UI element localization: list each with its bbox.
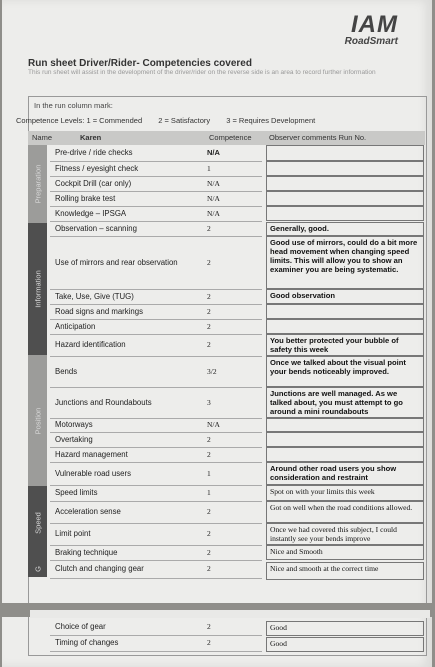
skill-name: Road signs and markings bbox=[55, 306, 143, 316]
table-row bbox=[50, 485, 262, 502]
competence-value: 2 bbox=[207, 638, 211, 647]
skill-name: Take, Use, Give (TUG) bbox=[55, 291, 134, 301]
competence-header: Competence bbox=[209, 133, 252, 142]
skill-name: Knowledge – IPSGA bbox=[55, 208, 127, 218]
observer-comment-box[interactable] bbox=[266, 222, 424, 236]
observer-comment: Nice and smooth at the correct time bbox=[270, 564, 379, 573]
category-position bbox=[28, 355, 47, 486]
observer-comment: Around other road users you show consideration and restraint bbox=[270, 464, 397, 482]
table-row bbox=[50, 560, 262, 579]
competence-value: 1 bbox=[207, 468, 211, 478]
level-3: 3 = Requires Development bbox=[226, 116, 316, 125]
table-row bbox=[50, 161, 262, 177]
competence-value: 2 bbox=[207, 547, 211, 557]
observer-comment bbox=[267, 192, 423, 194]
observer-comment-box[interactable] bbox=[266, 447, 424, 462]
table-row bbox=[50, 304, 262, 320]
observer-comment-box[interactable] bbox=[266, 621, 424, 636]
skill-name: Overtaking bbox=[55, 434, 93, 444]
table-row bbox=[50, 418, 262, 433]
skill-name: Junctions and Roundabouts bbox=[55, 397, 152, 407]
observer-comment: Spot on with your limits this week bbox=[270, 487, 375, 496]
observer-comment: Good observation bbox=[270, 291, 335, 300]
observer-comment-box[interactable] bbox=[266, 523, 424, 545]
observer-comment-box[interactable] bbox=[266, 485, 424, 501]
instruction-text: In the run column mark: bbox=[34, 101, 113, 110]
competence-value: N/A bbox=[207, 420, 220, 429]
competence-value: 2 bbox=[207, 306, 211, 316]
observer-comment-box[interactable] bbox=[266, 432, 424, 447]
competence-value: 2 bbox=[207, 340, 211, 349]
observer-comment: Once we had covered this subject, I could instantly see your bends improve bbox=[270, 525, 397, 543]
category-preparation bbox=[28, 145, 47, 223]
table-row bbox=[50, 432, 262, 448]
table-row bbox=[50, 289, 262, 305]
category-g bbox=[28, 560, 47, 577]
table-row bbox=[50, 206, 262, 222]
skill-name: Hazard identification bbox=[55, 340, 126, 349]
observer-comment-box[interactable] bbox=[266, 145, 424, 161]
observer-comment-box[interactable] bbox=[266, 637, 424, 652]
observer-comment-box[interactable] bbox=[266, 334, 424, 356]
skill-name: Rolling brake test bbox=[55, 193, 116, 203]
competence-value: 1 bbox=[207, 488, 211, 497]
competence-value: 2 bbox=[207, 321, 211, 331]
table-row bbox=[50, 356, 262, 388]
category-label: G bbox=[33, 565, 42, 572]
competence-value: 2 bbox=[207, 529, 211, 538]
competence-value: 2 bbox=[207, 507, 211, 516]
observer-comment-box[interactable] bbox=[266, 545, 424, 560]
logo-brand: IAM bbox=[351, 11, 398, 38]
skill-name: Choice of gear bbox=[55, 622, 106, 631]
skill-name: Timing of changes bbox=[55, 638, 119, 647]
skill-name: Hazard management bbox=[55, 449, 128, 459]
observer-comment-box[interactable] bbox=[266, 387, 424, 418]
table-row bbox=[50, 145, 262, 162]
table-row bbox=[50, 387, 262, 419]
skill-name: Acceleration sense bbox=[55, 507, 121, 516]
page-fold-edge bbox=[30, 610, 430, 618]
table-row bbox=[50, 319, 262, 335]
observer-comment: Got on well when the road conditions allowed. bbox=[270, 503, 413, 512]
competence-value: 2 bbox=[207, 622, 211, 631]
competence-value: 3/2 bbox=[207, 366, 217, 376]
skill-name: Fitness / eyesight check bbox=[55, 163, 139, 173]
competence-value: 1 bbox=[207, 163, 211, 173]
table-row bbox=[50, 191, 262, 207]
observer-comment bbox=[267, 305, 423, 307]
competence-value: 2 bbox=[207, 257, 211, 267]
observer-comment bbox=[267, 207, 423, 209]
observer-comment-box[interactable] bbox=[266, 562, 424, 580]
observer-comment-box[interactable] bbox=[266, 176, 424, 191]
name-label: Name bbox=[32, 133, 53, 142]
category-information bbox=[28, 223, 47, 355]
table-row bbox=[50, 619, 262, 636]
observer-comment bbox=[267, 146, 423, 148]
table-row bbox=[50, 334, 262, 357]
skill-name: Use of mirrors and rear observation bbox=[55, 257, 178, 267]
observer-comment bbox=[267, 448, 423, 450]
logo-sub: RoadSmart bbox=[344, 36, 398, 47]
category-label: Information bbox=[33, 270, 42, 308]
table-row bbox=[50, 635, 262, 652]
observer-comment-box[interactable] bbox=[266, 462, 424, 485]
competence-value: N/A bbox=[207, 178, 220, 188]
observer-header: Observer comments Run No. bbox=[269, 133, 367, 142]
skill-name: Braking technique bbox=[55, 547, 118, 557]
observer-comment-box[interactable] bbox=[266, 289, 424, 304]
observer-comment: Generally, good. bbox=[270, 224, 329, 233]
skill-name: Speed limits bbox=[55, 488, 98, 497]
observer-comment bbox=[267, 320, 423, 322]
table-row bbox=[50, 176, 262, 192]
table-row bbox=[50, 545, 262, 561]
observer-comment bbox=[267, 177, 423, 179]
observer-comment: You better protected your bubble of safety this week bbox=[270, 336, 399, 354]
skill-name: Pre-drive / ride checks bbox=[55, 148, 133, 157]
competence-value: 2 bbox=[207, 434, 211, 444]
observer-comment: Good bbox=[270, 639, 287, 648]
observer-comment-box[interactable] bbox=[266, 161, 424, 176]
competence-value: 2 bbox=[207, 449, 211, 459]
skill-name: Bends bbox=[55, 366, 78, 376]
competence-value: N/A bbox=[207, 193, 220, 203]
level-1: Competence Levels: 1 = Commended bbox=[16, 116, 143, 125]
observer-comment: Good bbox=[270, 623, 287, 632]
table-row bbox=[50, 236, 262, 290]
skill-name: Vulnerable road users bbox=[55, 468, 131, 478]
observer-comment-box[interactable] bbox=[266, 356, 424, 387]
competence-value: 2 bbox=[207, 291, 211, 301]
skill-name: Limit point bbox=[55, 529, 91, 538]
observer-comment: Once we talked about the visual point your bends noticeably improved. bbox=[270, 358, 406, 376]
name-value: Karen bbox=[80, 133, 102, 142]
observer-comment-box[interactable] bbox=[266, 191, 424, 206]
observer-comment-box[interactable] bbox=[266, 319, 424, 334]
table-row bbox=[50, 501, 262, 524]
competence-value: 2 bbox=[207, 223, 211, 233]
category-label: Preparation bbox=[33, 164, 42, 204]
observer-comment: Junctions are well managed. As we talked about, you must attempt to go around a mini roundabouts bbox=[270, 389, 403, 416]
observer-comment-box[interactable] bbox=[266, 206, 424, 221]
page-title: Run sheet Driver/Rider- Competencies covered bbox=[28, 58, 252, 69]
observer-comment bbox=[267, 419, 423, 421]
competence-value: N/A bbox=[207, 208, 220, 218]
observer-comment bbox=[267, 433, 423, 435]
skill-name: Cockpit Drill (car only) bbox=[55, 178, 132, 188]
category-speed bbox=[28, 486, 47, 560]
observer-comment: Good use of mirrors, could do a bit more head movement when changing speed limits. This will allow you to show an examiner you are being systematic. bbox=[270, 238, 418, 274]
skill-name: Motorways bbox=[55, 420, 93, 429]
table-row bbox=[50, 523, 262, 546]
competence-value: 3 bbox=[207, 397, 211, 407]
observer-comment-box[interactable] bbox=[266, 418, 424, 432]
skill-name: Clutch and changing gear bbox=[55, 564, 144, 573]
observer-comment-box[interactable] bbox=[266, 304, 424, 319]
category-label: Speed bbox=[33, 512, 42, 534]
observer-comment-box[interactable] bbox=[266, 236, 424, 289]
table-row bbox=[50, 447, 262, 463]
competence-value: 2 bbox=[207, 564, 211, 573]
page-subtitle: This run sheet will assist in the development of the driver/rider on the reverse side is an area to record further information bbox=[28, 69, 376, 76]
observer-comment-box[interactable] bbox=[266, 501, 424, 523]
competence-value: N/A bbox=[207, 148, 220, 157]
table-row bbox=[50, 221, 262, 237]
level-2: 2 = Satisfactory bbox=[158, 116, 211, 125]
observer-comment: Nice and Smooth bbox=[270, 547, 323, 556]
skill-name: Anticipation bbox=[55, 321, 96, 331]
skill-name: Observation – scanning bbox=[55, 223, 137, 233]
category-label: Position bbox=[33, 407, 42, 434]
observer-comment bbox=[267, 162, 423, 164]
table-row bbox=[50, 462, 262, 486]
